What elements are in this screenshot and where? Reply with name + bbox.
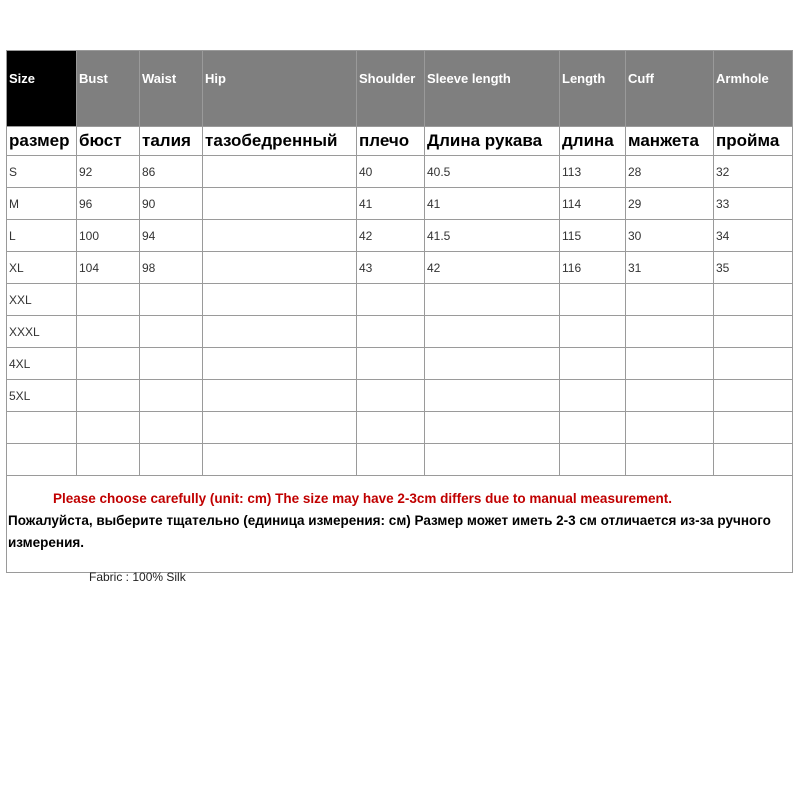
cell-armhole: 35	[714, 252, 793, 284]
cell-bust	[77, 380, 140, 412]
cell-armhole	[714, 444, 793, 476]
cell-cuff	[626, 444, 714, 476]
cell-hip	[203, 412, 357, 444]
cell-cuff	[626, 284, 714, 316]
cell-size: L	[7, 220, 77, 252]
cell-cuff	[626, 380, 714, 412]
cell-cuff: 28	[626, 156, 714, 188]
cell-bust	[77, 316, 140, 348]
table-row	[7, 284, 793, 316]
cell-cuff	[626, 316, 714, 348]
cell-length	[560, 380, 626, 412]
size-chart-table	[6, 50, 793, 573]
cell-waist	[140, 412, 203, 444]
table-row	[7, 252, 793, 284]
cell-shoulder: 43	[357, 252, 425, 284]
cell-sleeve-length	[425, 316, 560, 348]
cell-size: XXXL	[7, 316, 77, 348]
cell-sleeve-length	[425, 284, 560, 316]
cell-shoulder: 40	[357, 156, 425, 188]
cell-armhole	[714, 348, 793, 380]
cell-waist: 94	[140, 220, 203, 252]
cell-bust	[77, 412, 140, 444]
cell-cuff	[626, 348, 714, 380]
header-armhole: Armhole	[714, 51, 793, 127]
cell-sleeve-length	[425, 380, 560, 412]
cell-hip	[203, 348, 357, 380]
cell-hip	[203, 220, 357, 252]
cell-length	[560, 444, 626, 476]
english-header-row	[7, 51, 793, 127]
header-ru-length: длина	[560, 127, 626, 156]
header-bust: Bust	[77, 51, 140, 127]
cell-hip	[203, 284, 357, 316]
table-row	[7, 220, 793, 252]
cell-armhole	[714, 316, 793, 348]
cell-shoulder: 42	[357, 220, 425, 252]
header-size: Size	[7, 51, 77, 127]
cell-armhole: 32	[714, 156, 793, 188]
cell-armhole	[714, 412, 793, 444]
cell-waist	[140, 380, 203, 412]
cell-sleeve-length	[425, 444, 560, 476]
note-english: Please choose carefully (unit: cm) The size may have 2-3cm differs due to manual measurement.	[53, 491, 672, 506]
header-ru-sleeve-length: Длина рукава	[425, 127, 560, 156]
cell-length	[560, 348, 626, 380]
cell-shoulder	[357, 348, 425, 380]
cell-hip	[203, 380, 357, 412]
cell-size	[7, 444, 77, 476]
header-ru-cuff: манжета	[626, 127, 714, 156]
header-shoulder: Shoulder	[357, 51, 425, 127]
cell-bust: 104	[77, 252, 140, 284]
table-row	[7, 380, 793, 412]
table-row	[7, 348, 793, 380]
cell-waist: 98	[140, 252, 203, 284]
cell-bust: 100	[77, 220, 140, 252]
cell-size: 5XL	[7, 380, 77, 412]
fabric-composition: Fabric : 100% Silk	[89, 570, 186, 584]
table-row	[7, 412, 793, 444]
cell-sleeve-length: 40.5	[425, 156, 560, 188]
table-row	[7, 316, 793, 348]
header-ru-size: размер	[7, 127, 77, 156]
cell-bust: 96	[77, 188, 140, 220]
cell-length: 113	[560, 156, 626, 188]
cell-cuff: 31	[626, 252, 714, 284]
cell-size: XL	[7, 252, 77, 284]
header-hip: Hip	[203, 51, 357, 127]
cell-waist	[140, 316, 203, 348]
cell-armhole	[714, 380, 793, 412]
cell-size	[7, 412, 77, 444]
cell-cuff: 29	[626, 188, 714, 220]
cell-hip	[203, 444, 357, 476]
cell-waist	[140, 284, 203, 316]
cell-sleeve-length: 41	[425, 188, 560, 220]
table-row	[7, 444, 793, 476]
cell-size: XXL	[7, 284, 77, 316]
cell-shoulder: 41	[357, 188, 425, 220]
cell-hip	[203, 316, 357, 348]
cell-size: S	[7, 156, 77, 188]
cell-armhole: 33	[714, 188, 793, 220]
header-ru-shoulder: плечо	[357, 127, 425, 156]
russian-header-row	[7, 127, 793, 156]
cell-cuff	[626, 412, 714, 444]
cell-shoulder	[357, 412, 425, 444]
cell-armhole: 34	[714, 220, 793, 252]
cell-cuff: 30	[626, 220, 714, 252]
cell-sleeve-length	[425, 412, 560, 444]
header-cuff: Cuff	[626, 51, 714, 127]
table-row	[7, 156, 793, 188]
cell-bust	[77, 444, 140, 476]
note-cell	[7, 476, 793, 573]
cell-armhole	[714, 284, 793, 316]
cell-waist	[140, 444, 203, 476]
cell-size: 4XL	[7, 348, 77, 380]
note-row	[7, 476, 793, 573]
header-ru-armhole: пройма	[714, 127, 793, 156]
cell-shoulder	[357, 284, 425, 316]
cell-bust: 92	[77, 156, 140, 188]
header-sleeve-length: Sleeve length	[425, 51, 560, 127]
cell-size: M	[7, 188, 77, 220]
cell-length: 115	[560, 220, 626, 252]
cell-hip	[203, 252, 357, 284]
cell-shoulder	[357, 316, 425, 348]
cell-waist: 90	[140, 188, 203, 220]
cell-hip	[203, 156, 357, 188]
cell-length	[560, 412, 626, 444]
cell-length: 114	[560, 188, 626, 220]
cell-shoulder	[357, 444, 425, 476]
cell-hip	[203, 188, 357, 220]
cell-sleeve-length	[425, 348, 560, 380]
header-length: Length	[560, 51, 626, 127]
cell-sleeve-length: 42	[425, 252, 560, 284]
cell-bust	[77, 348, 140, 380]
header-waist: Waist	[140, 51, 203, 127]
cell-sleeve-length: 41.5	[425, 220, 560, 252]
cell-bust	[77, 284, 140, 316]
header-ru-waist: талия	[140, 127, 203, 156]
cell-waist	[140, 348, 203, 380]
note-russian: Пожалуйста, выберите тщательно (единица измерения: см) Размер может иметь 2-3 см отличается из-за ручного измерения.	[8, 513, 771, 550]
cell-length	[560, 316, 626, 348]
cell-length	[560, 284, 626, 316]
cell-waist: 86	[140, 156, 203, 188]
header-ru-hip: тазобедренный	[203, 127, 357, 156]
cell-shoulder	[357, 380, 425, 412]
table-row	[7, 188, 793, 220]
header-ru-bust: бюст	[77, 127, 140, 156]
cell-length: 116	[560, 252, 626, 284]
